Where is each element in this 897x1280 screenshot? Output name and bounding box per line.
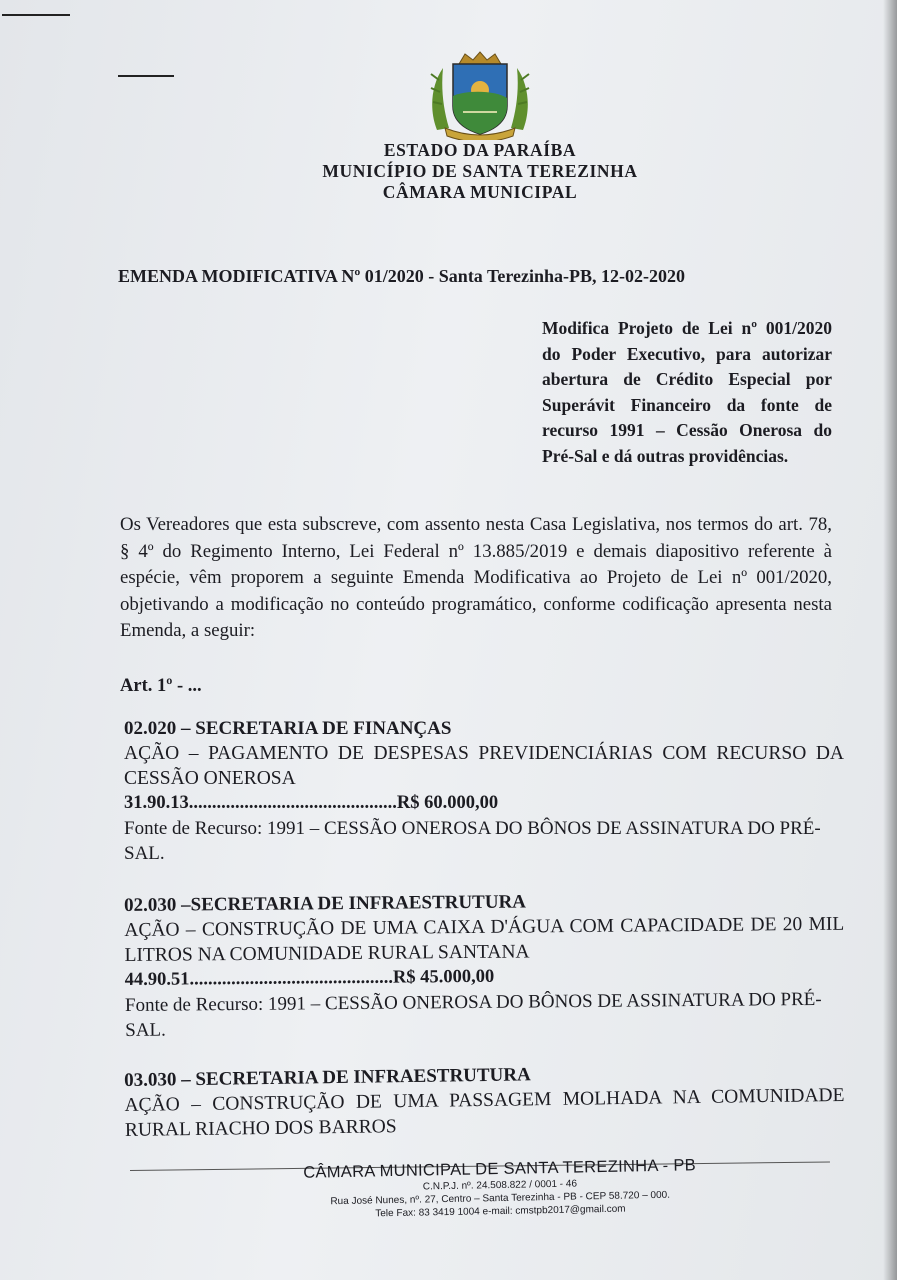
budget-section [124, 1058, 845, 1143]
ementa-summary: Modifica Projeto de Lei nº 001/2020 do Poder Executivo, para autorizar abertura de Crédito Especial por Superávit Financeiro da fonte de recurso 1991 – Cessão Onerosa do Pré-Sal e dá outras providências. [542, 318, 832, 466]
section-action: AÇÃO – PAGAMENTO DE DESPESAS PREVIDENCIÁRIAS COM RECURSO DA CESSÃO ONEROSA [124, 743, 844, 789]
chamber-name: CÂMARA MUNICIPAL [382, 182, 578, 202]
margin-rule [118, 75, 174, 77]
top-left-rule [2, 14, 70, 16]
section-action: AÇÃO – CONSTRUÇÃO DE UMA PASSAGEM MOLHADA NA COMUNIDADE RURAL RIACHO DOS BARROS [124, 1084, 845, 1141]
section-action: AÇÃO – CONSTRUÇÃO DE UMA CAIXA D'ÁGUA COM CAPACIDADE DE 20 MIL LITROS NA COMUNIDADE RURAL SANTANA [124, 913, 845, 966]
section-code: 02.030 –SECRETARIA DE INFRAESTRUTURA [124, 891, 527, 916]
intro-paragraph: Os Vereadores que esta subscreve, com assento nesta Casa Legislativa, nos termos do art. 78, § 4º do Regimento Interno, Lei Federal nº 13.885/2019 e demais diapositivo referente à espécie, vêm proporem a seguinte Emenda Modificativa ao Projeto de Lei nº 001/2020, objetivando a modificação no conteúdo programático, conforme codificação apresenta nesta Emenda, a seguir: [120, 514, 832, 641]
footer-chamber-name: CÂMARA MUNICIPAL DE SANTA TEREZINHA - PB [303, 1156, 697, 1182]
section-source: Fonte de Recurso: 1991 – CESSÃO ONEROSA DO BÔNOS DE ASSINATURA DO PRÉ-SAL. [124, 818, 821, 864]
section-value: 44.90.51............................................R$ 45.000,00 [124, 966, 495, 990]
municipality-name: MUNICÍPIO DE SANTA TEREZINHA [322, 161, 638, 181]
footer [150, 1153, 851, 1224]
section-code: 02.020 – SECRETARIA DE FINANÇAS [124, 718, 452, 739]
state-name: ESTADO DA PARAÍBA [383, 140, 577, 160]
letterhead [200, 140, 760, 203]
footer-cnpj: C.N.P.J. nº. 24.508.822 / 0001 - 46 [422, 1178, 578, 1193]
section-source: Fonte de Recurso: 1991 – CESSÃO ONEROSA DO BÔNOS DE ASSINATURA DO PRÉ-SAL. [124, 988, 822, 1041]
budget-section [124, 716, 844, 866]
section-code: 03.030 – SECRETARIA DE INFRAESTRUTURA [124, 1064, 531, 1091]
document-title: EMENDA MODIFICATIVA Nº 01/2020 - Santa Terezinha-PB, 12-02-2020 [118, 266, 685, 286]
municipal-seal [425, 50, 535, 140]
budget-section [124, 887, 845, 1043]
article-heading: Art. 1º - ... [120, 676, 202, 696]
footer-address: Rua José Nunes, nº. 27, Centro – Santa Terezinha - PB - CEP 58.720 – 000. [330, 1189, 671, 1208]
section-value: 31.90.13.............................................R$ 60.000,00 [124, 793, 499, 813]
footer-contact: Tele Fax: 83 3419 1004 e-mail: cmstpb2017@gmail.com [375, 1203, 626, 1220]
